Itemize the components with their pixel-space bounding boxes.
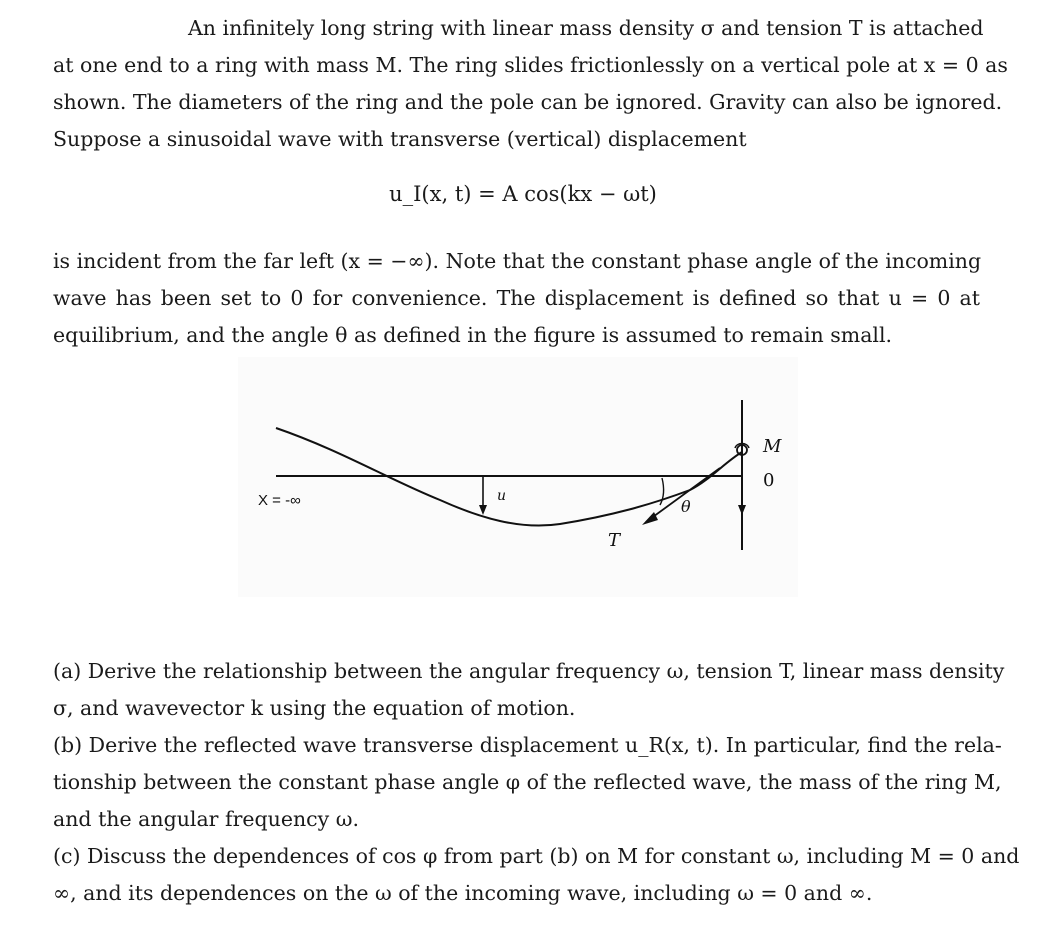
tension-label: T — [608, 530, 621, 551]
question-c-line-2: ∞, and its dependences on the ω of the incoming wave, including ω = 0 and ∞. — [53, 881, 873, 905]
intro-line-3: shown. The diameters of the ring and the pole can be ignored. Gravity can also be ignored. — [53, 90, 1003, 114]
intro-line-1: An infinitely long string with linear mass density σ and tension T is attached — [188, 16, 984, 40]
theta-label: θ — [681, 497, 691, 516]
body-line-3: equilibrium, and the angle θ as defined in the figure is assumed to remain small. — [53, 323, 893, 347]
question-b-line-2: tionship between the constant phase angle φ of the reflected wave, the mass of the ring M, — [53, 770, 1002, 794]
intro-line-4: Suppose a sinusoidal wave with transverse (vertical) displacement — [53, 127, 747, 151]
questions-block — [53, 653, 1020, 912]
incident-wave-equation: u_I(x, t) = A cos(kx − ωt) — [389, 182, 657, 206]
intro-line-2: at one end to a ring with mass M. The ring slides frictionlessly on a vertical pole at x = 0 as — [53, 53, 1008, 77]
question-b-line-1: (b) Derive the reflected wave transverse displacement u_R(x, t). In particular, find the rela- — [53, 733, 1002, 757]
question-a-line-1: (a) Derive the relationship between the angular frequency ω, tension T, linear mass density — [53, 659, 1005, 683]
body-line-2: wave has been set to 0 for convenience. The displacement is defined so that u = 0 at — [53, 286, 980, 310]
u-arrowhead — [479, 505, 487, 515]
u-label: u — [497, 488, 507, 504]
pole-arrowhead — [738, 505, 746, 515]
body-line-1: is incident from the far left (x = −∞). Note that the constant phase angle of the incoming — [53, 249, 982, 273]
question-b-line-3: and the angular frequency ω. — [53, 807, 359, 831]
left-infinity-label: X = -∞ — [258, 492, 301, 509]
question-a-line-2: σ, and wavevector k using the equation of motion. — [53, 696, 576, 720]
zero-label: 0 — [763, 470, 775, 491]
mass-label: M — [763, 436, 782, 457]
question-c-line-1: (c) Discuss the dependences of cos φ from part (b) on M for constant ω, including M = 0 and — [53, 844, 1020, 868]
